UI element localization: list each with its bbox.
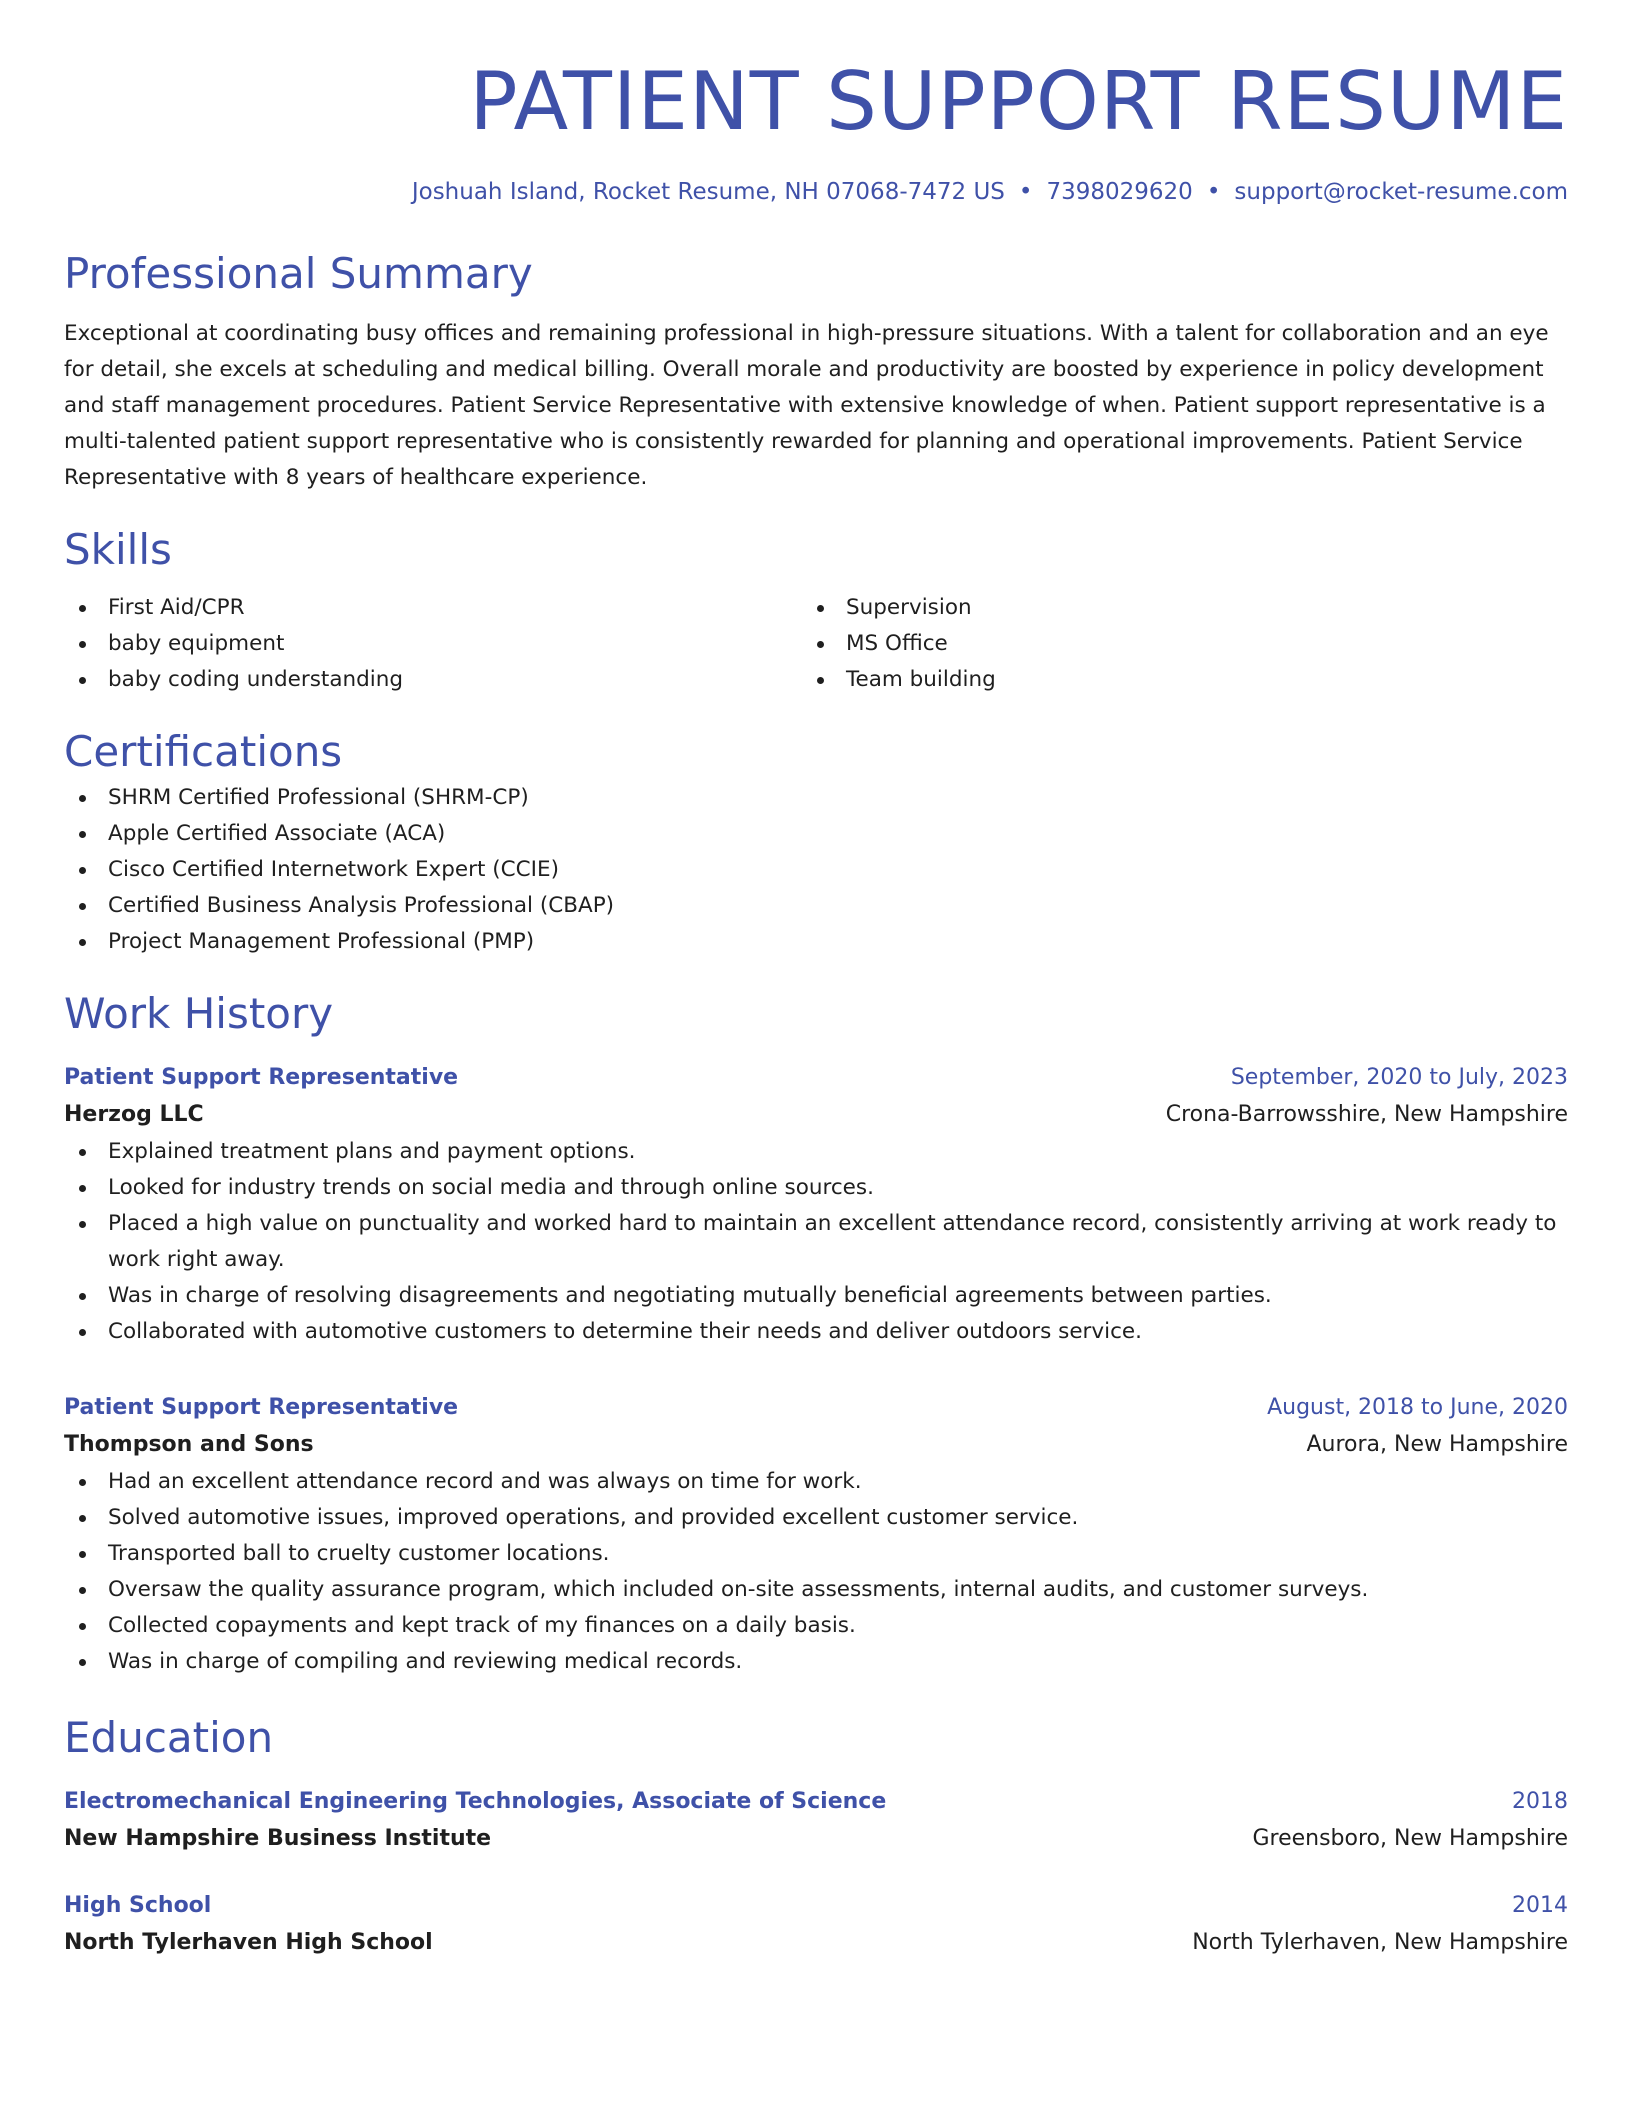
job-location: Aurora, New Hampshire: [1306, 1432, 1568, 1457]
job-duty: Collected copayments and kept track of my finances on a daily basis.: [64, 1608, 1568, 1644]
certification-item: Certified Business Analysis Professional (CBAP): [64, 888, 1568, 924]
contact-separator: •: [1018, 179, 1033, 205]
job-title: Patient Support Representative: [64, 1395, 459, 1420]
job-duty: Had an excellent attendance record and was always on time for work.: [64, 1464, 1568, 1500]
job-duty: Was in charge of compiling and reviewing medical records.: [64, 1644, 1568, 1680]
contact-info: [64, 176, 1568, 208]
certification-item: Project Management Professional (PMP): [64, 924, 1568, 960]
job-location: Crona-Barrowsshire, New Hampshire: [1165, 1102, 1568, 1127]
education-entry: [64, 1888, 1568, 1962]
skills-heading: Skills: [64, 525, 172, 574]
certification-item: Apple Certified Associate (ACA): [64, 816, 1568, 852]
skills-column-left: [64, 590, 802, 698]
job-duty: Transported ball to cruelty customer locations.: [64, 1536, 1568, 1572]
job-duty: Oversaw the quality assurance program, which included on-site assessments, internal audits, and customer surveys.: [64, 1572, 1568, 1608]
education-heading: Education: [64, 1713, 274, 1762]
education-school: North Tylerhaven High School: [64, 1930, 433, 1955]
skill-item: Supervision: [802, 590, 1568, 626]
skill-item: First Aid/CPR: [64, 590, 802, 626]
job-duty: Solved automotive issues, improved operations, and provided excellent customer service.: [64, 1500, 1568, 1536]
skill-item: MS Office: [802, 626, 1568, 662]
education-year: 2014: [1512, 1893, 1568, 1918]
contact-separator: •: [1206, 179, 1221, 205]
job-company: Herzog LLC: [64, 1102, 204, 1127]
skill-item: baby coding understanding: [64, 662, 802, 698]
education-degree: High School: [64, 1893, 212, 1918]
job-entry: [64, 1390, 1568, 1680]
contact-address: Joshuah Island, Rocket Resume, NH 07068-7472 US: [411, 179, 1005, 205]
work-history-heading: Work History: [64, 989, 334, 1038]
education-entry: [64, 1784, 1568, 1858]
skills-list: [64, 590, 1568, 698]
job-duties-list: [64, 1464, 1568, 1680]
job-duty: Collaborated with automotive customers to determine their needs and deliver outdoors service.: [64, 1314, 1568, 1350]
skill-item: Team building: [802, 662, 1568, 698]
resume-title: PATIENT SUPPORT RESUME: [469, 55, 1568, 148]
certification-item: Cisco Certified Internetwork Expert (CCIE): [64, 852, 1568, 888]
skill-item: baby equipment: [64, 626, 802, 662]
contact-email[interactable]: support@rocket-resume.com: [1234, 179, 1568, 205]
education-location: North Tylerhaven, New Hampshire: [1192, 1930, 1568, 1955]
education-location: Greensboro, New Hampshire: [1252, 1826, 1568, 1851]
job-duty: Placed a high value on punctuality and worked hard to maintain an excellent attendance record, consistently arriving at work ready to work right away.: [64, 1206, 1568, 1278]
job-dates: September, 2020 to July, 2023: [1230, 1065, 1568, 1090]
job-company: Thompson and Sons: [64, 1432, 314, 1457]
skills-column-right: [802, 590, 1568, 698]
education-school: New Hampshire Business Institute: [64, 1826, 492, 1851]
job-duties-list: [64, 1134, 1568, 1350]
job-entry: [64, 1060, 1568, 1350]
certification-item: SHRM Certified Professional (SHRM-CP): [64, 780, 1568, 816]
summary-heading: Professional Summary: [64, 249, 533, 298]
education-year: 2018: [1512, 1789, 1568, 1814]
certifications-heading: Certifications: [64, 727, 343, 776]
job-title: Patient Support Representative: [64, 1065, 459, 1090]
job-duty: Was in charge of resolving disagreements and negotiating mutually beneficial agreements between parties.: [64, 1278, 1568, 1314]
contact-phone[interactable]: 7398029620: [1046, 179, 1193, 205]
job-duty: Looked for industry trends on social media and through online sources.: [64, 1170, 1568, 1206]
education-degree: Electromechanical Engineering Technologies, Associate of Science: [64, 1789, 887, 1814]
job-dates: August, 2018 to June, 2020: [1267, 1395, 1568, 1420]
certifications-list: [64, 780, 1568, 960]
job-duty: Explained treatment plans and payment options.: [64, 1134, 1568, 1170]
summary-text: Exceptional at coordinating busy offices and remaining professional in high-pressure situations. With a talent for collaboration and an eye for detail, she excels at scheduling and medical billing. Overall morale and productivity are boosted by experience in policy development and staff management procedures. Patient Service Representative with extensive knowledge of when. Patient support representative is a multi-talented patient support representative who is consistently rewarded for planning and operational improvements. Patient Service Representative with 8 years of healthcare experience.: [64, 321, 1549, 490]
